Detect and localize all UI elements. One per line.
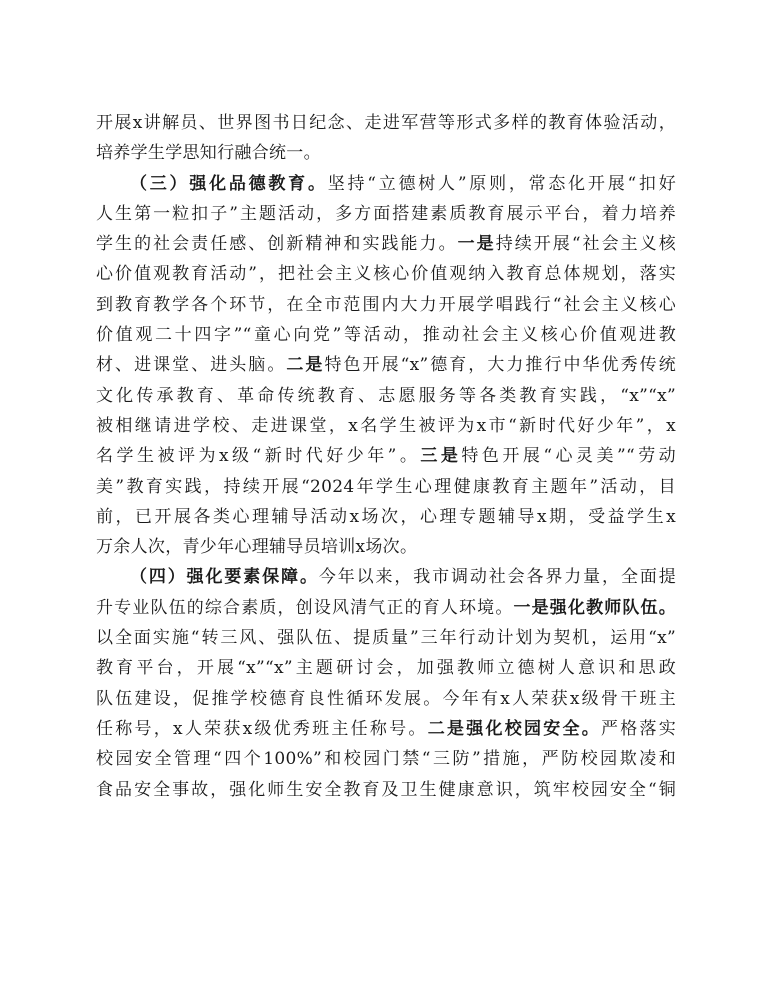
text-line <box>96 472 676 502</box>
text-run: 培养学生学思知行融合统一。 <box>96 143 321 164</box>
text-run: 特色开展“心灵美”“劳动 <box>461 446 676 467</box>
text-line <box>96 259 676 289</box>
text-run: 任称号，x人荣获x级优秀班主任称号。 <box>96 718 428 739</box>
text-run: 前，已开展各类心理辅导活动x场次，心理专题辅导x期，受益学生x <box>96 506 676 527</box>
text-line <box>96 138 676 168</box>
text-run: 教育平台，开展“x”“x”主题研讨会，加强教师立德树人意识和思政 <box>96 658 676 679</box>
text-run: 材、进课堂、进头脑。 <box>96 355 287 376</box>
text-run: 今年以来，我市调动社会各界力量，全面提 <box>318 567 677 588</box>
text-line <box>96 684 676 714</box>
text-run: 被相继请进学校、走进课堂，x名学生被评为x市“新时代好少年”，x <box>96 415 676 436</box>
text-run: 学生的社会责任感、创新精神和实践能力。 <box>96 234 458 255</box>
text-line <box>96 199 676 229</box>
bold-text-run: 二是强化校园安全。 <box>427 718 601 739</box>
text-line <box>96 653 676 683</box>
text-line <box>96 350 676 380</box>
text-run: 美”教育实践，持续开展“2024年学生心理健康教育主题年”活动，目 <box>96 476 676 497</box>
text-run: 到教育教学各个环节，在全市范围内大力开展学唱践行“社会主义核心 <box>96 294 676 315</box>
text-run: 万余人次，青少年心理辅导员培训x场次。 <box>96 537 418 558</box>
text-line <box>96 775 676 805</box>
text-line <box>96 169 676 199</box>
text-run: 心价值观教育活动”，把社会主义核心价值观纳入教育总体规划，落实 <box>96 264 676 285</box>
text-line <box>96 108 676 138</box>
text-run: 价值观二十四字”“童心向党”等活动，推动社会主义核心价值观进教 <box>96 325 676 346</box>
text-line <box>96 381 676 411</box>
text-line <box>96 502 676 532</box>
text-run: 名学生被评为x级“新时代好少年”。 <box>96 446 421 467</box>
bold-text-run: （三）强化品德教育。 <box>130 173 328 194</box>
text-run: 开展x讲解员、世界图书日纪念、走进军营等形式多样的教育体验活动， <box>96 113 676 133</box>
text-run: 队伍建设，促推学校德育良性循环发展。今年有x人荣获x级骨干班主 <box>96 688 676 709</box>
text-line <box>96 290 676 320</box>
bold-text-run: （四）强化要素保障。 <box>130 567 319 588</box>
body-text <box>96 108 676 805</box>
text-line <box>96 532 676 562</box>
text-line <box>96 229 676 259</box>
text-line <box>96 562 676 592</box>
bold-text-run: 一是强化教师队伍。 <box>513 597 676 618</box>
text-run: 严格落实 <box>600 718 677 739</box>
text-line <box>96 714 676 744</box>
text-line <box>96 411 676 441</box>
text-run: 食品安全事故，强化师生安全教育及卫生健康意识，筑牢校园安全“铜 <box>96 779 676 800</box>
text-run: 校园安全管理“四个100%”和校园门禁“三防”措施，严防校园欺凌和 <box>96 749 676 770</box>
text-line <box>96 593 676 623</box>
bold-text-run: 三是 <box>420 446 462 467</box>
text-line <box>96 623 676 653</box>
text-line <box>96 744 676 774</box>
text-run: 持续开展“社会主义核 <box>495 234 676 255</box>
text-line <box>96 320 676 350</box>
text-run: 文化传承教育、革命传统教育、志愿服务等各类教育实践，“x”“x” <box>96 385 676 406</box>
text-run: 人生第一粒扣子”主题活动，多方面搭建素质教育展示平台，着力培养 <box>96 203 676 224</box>
text-run: 特色开展“x”德育，大力推行中华优秀传统 <box>324 355 676 376</box>
text-run: 坚持“立德树人”原则，常态化开展“扣好 <box>327 173 677 194</box>
text-line <box>96 441 676 471</box>
text-run: 升专业队伍的综合素质，创设风清气正的育人环境。 <box>96 597 514 618</box>
text-run: 以全面实施“转三风、强队伍、提质量”三年行动计划为契机，运用“x” <box>96 628 676 649</box>
bold-text-run: 二是 <box>286 355 325 376</box>
bold-text-run: 一是 <box>457 234 496 255</box>
